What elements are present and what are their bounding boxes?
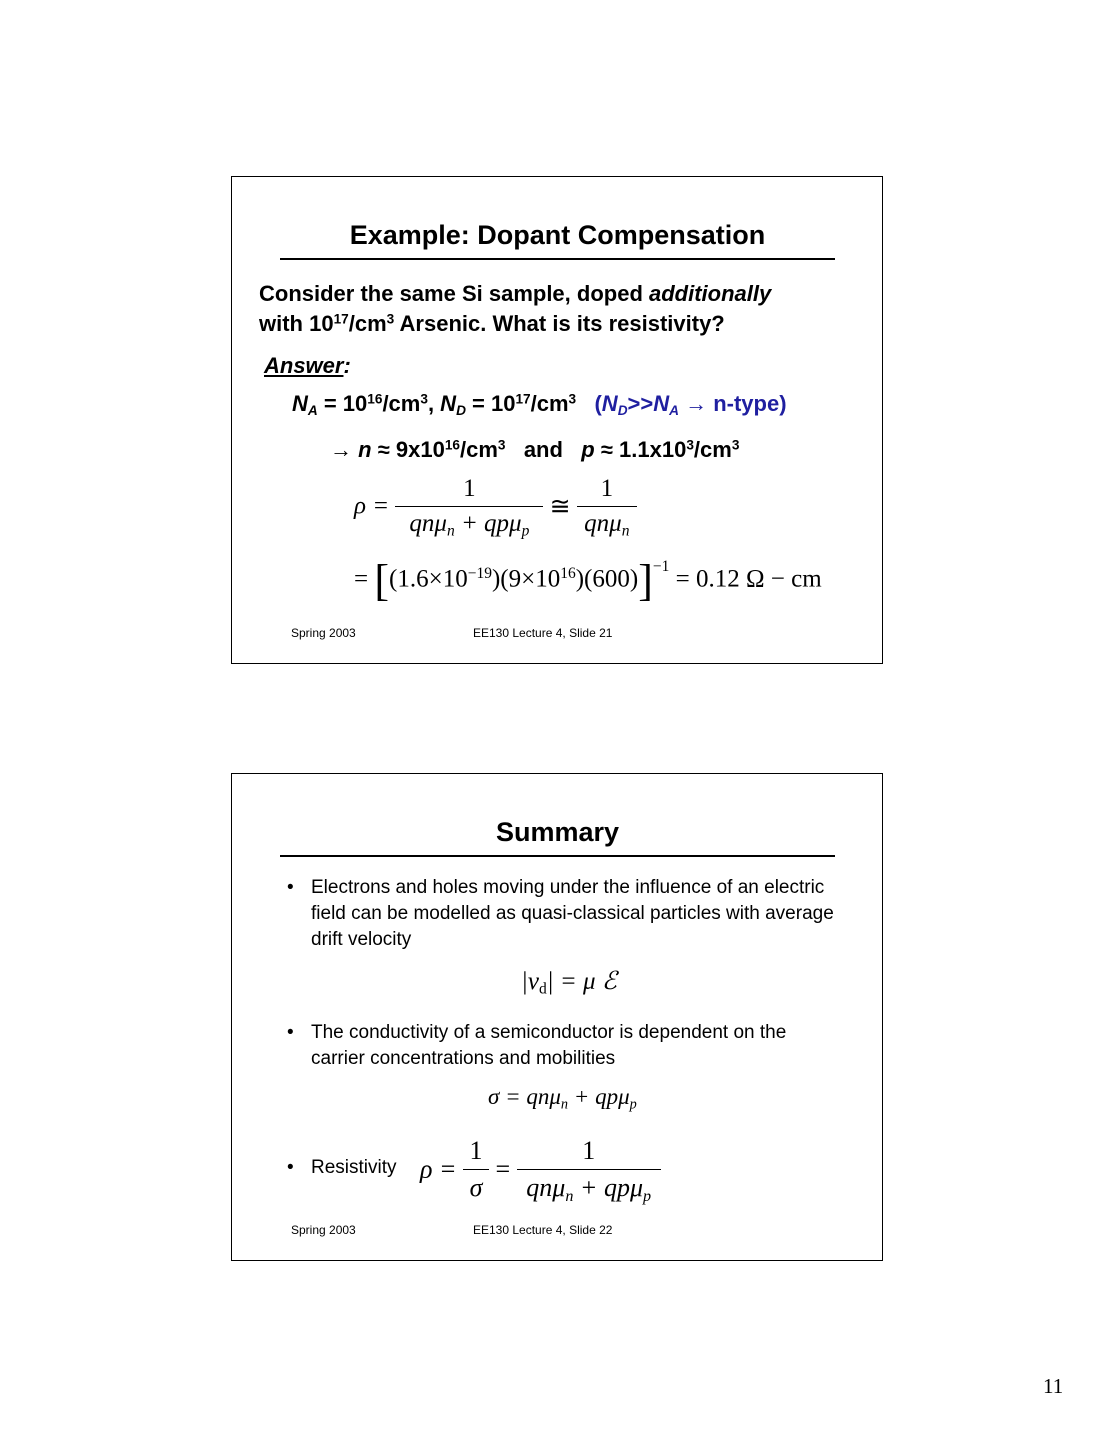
n-type-note: ($N_D>>N_A$ → n-type): [594, 391, 787, 419]
resistivity-calculation: = $[(1.6\times 10^{-19})(9\times 10^{16})(600)]^{-1} = 0.12$ Ω − cm: [354, 556, 822, 605]
bullet-drift-velocity: Electrons and holes moving under the influence of an electric field can be modelled as quasi-classical particles with average drift velocity: [311, 877, 834, 950]
bullet-conductivity: The conductivity of a semiconductor is dependent on the carrier concentrations and mobilities: [311, 1022, 787, 1069]
carrier-concentration-line: → $n \approx 9x10^{16}/cm^3$ and $p \approx 1.1x10^3/cm^3$: [330, 437, 740, 462]
slide-title: Summary: [280, 814, 835, 857]
footer-slide-id: EE130 Lecture 4, Slide 22: [473, 1223, 613, 1237]
question-text: Consider the same Si sample, doped additionally with $10^{17}/cm^3$ Arsenic. What is its resistivity?: [259, 281, 772, 336]
slide-22: [231, 773, 883, 1261]
slide-title: Example: Dopant Compensation: [280, 217, 835, 260]
bullet-icon: •: [287, 877, 294, 898]
bullet-icon: •: [287, 1022, 294, 1043]
slide-21: [231, 176, 883, 664]
page-number: 11: [1043, 1374, 1064, 1398]
bullet-resistivity: Resistivity: [311, 1157, 397, 1178]
bullet-icon: •: [287, 1157, 294, 1178]
conductivity-equation: σ = qnμ$_n$ + qpμ$_p$: [488, 1084, 637, 1113]
answer-label: Answer:: [264, 353, 351, 378]
footer-slide-id: EE130 Lecture 4, Slide 21: [473, 626, 613, 640]
resistivity-summary-equation: ρ = $\frac{1}{\sigma}$ = $\frac{1}{qn\mu_n + qp\mu_p}$: [420, 1136, 661, 1203]
resistivity-equation: ρ = $\frac{1}{qn\mu_n + qp\mu_p}$ ≅ $\frac{1}{qn\mu_n}$: [354, 475, 637, 538]
drift-velocity-equation: $|v_d| = \mu$ ℰ: [521, 968, 617, 998]
footer-date: Spring 2003: [291, 626, 356, 640]
doping-line: $N_A = 10^{16}/cm^3$, $N_D = 10^{17}/cm^3$ ($N_D>>N_A$ → n-type): [292, 391, 787, 419]
footer-date: Spring 2003: [291, 1223, 356, 1237]
